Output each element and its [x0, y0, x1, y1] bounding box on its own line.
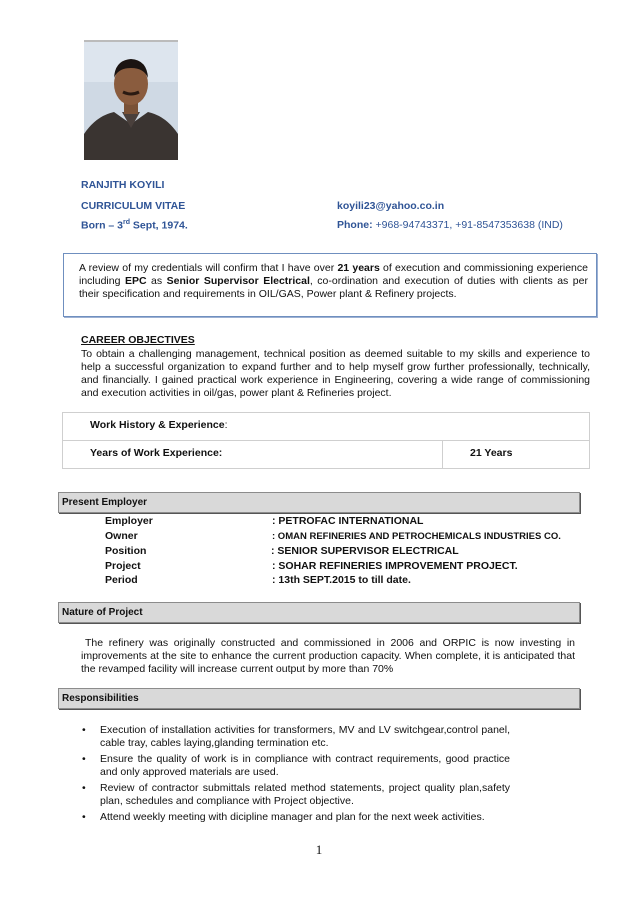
responsibilities-list — [82, 724, 510, 827]
project-value: : SOHAR REFINERIES IMPROVEMENT PROJECT. — [272, 560, 518, 572]
project-label: Project — [105, 560, 141, 572]
career-objectives-text: To obtain a challenging management, technical position as deemed suitable to my skills and experience to help a successful organization to expand further and to help myself grow further professionally, technically, and financially. I gained practical work experience in Engineering, covering a wide range of commissioning and execution activities in oil/gas, power plant & Refineries project. — [81, 348, 590, 399]
responsibilities-section: Responsibilities — [58, 688, 580, 709]
owner-label: Owner — [105, 530, 138, 542]
work-history-row: Work History & Experience: — [62, 412, 590, 440]
list-item: • Review of contractor submittals related method statements, project quality plan,safety plan, schedules and compliance with Project objective. — [82, 782, 510, 808]
summary-box: A review of my credentials will confirm that I have over 21 years of execution and commissioning experience including EPC as Senior Supervisor Electrical, co-ordination and execution of duties with clients as per their specification and requirements in OIL/GAS, Power plant & Refinery projects. — [63, 253, 597, 317]
list-item: • Execution of installation activities for transformers, MV and LV switchgear,control panel, cable tray, cables laying,glanding termination etc. — [82, 724, 510, 750]
table-divider — [442, 441, 443, 468]
employer-value: : PETROFAC INTERNATIONAL — [272, 515, 424, 527]
document-type: CURRICULUM VITAE — [81, 200, 186, 212]
person-photo-icon — [84, 42, 178, 160]
nature-of-project-text: The refinery was originally constructed and commissioned in 2006 and ORPIC is now investing in improvements at the site to enhance the current production capacity. When complete, it is anticipated that the revamped facility will increase current output by more than 70% — [81, 637, 575, 675]
career-objectives-title: CAREER OBJECTIVES — [81, 334, 195, 346]
years-experience-label: Years of Work Experience: — [90, 447, 223, 459]
page-number: 1 — [315, 842, 323, 857]
owner-value: : OMAN REFINERIES AND PETROCHEMICALS INDUSTRIES CO. — [272, 531, 561, 542]
birth-date: Born – 3rd Sept, 1974. — [81, 219, 188, 232]
period-value: : 13th SEPT.2015 to till date. — [272, 574, 411, 586]
years-experience-value: 21 Years — [470, 447, 513, 459]
phone-line: Phone: +968-94743371, +91-8547353638 (IND) — [337, 219, 563, 231]
list-item: • Ensure the quality of work is in compliance with contract requirements, good practice and only approved materials are used. — [82, 753, 510, 779]
list-item: • Attend weekly meeting with dicipline manager and plan for the next week activities. — [82, 811, 510, 824]
nature-of-project-section: Nature of Project — [58, 602, 580, 623]
candidate-name: RANJITH KOYILI — [81, 179, 165, 191]
profile-photo — [84, 40, 178, 160]
present-employer-section: Present Employer — [58, 492, 580, 513]
position-value: : SENIOR SUPERVISOR ELECTRICAL — [271, 545, 459, 557]
period-label: Period — [105, 574, 138, 586]
email-address[interactable]: koyili23@yahoo.co.in — [337, 200, 445, 212]
position-label: Position — [105, 545, 147, 557]
employer-label: Employer — [105, 515, 153, 527]
years-experience-row — [62, 440, 590, 469]
